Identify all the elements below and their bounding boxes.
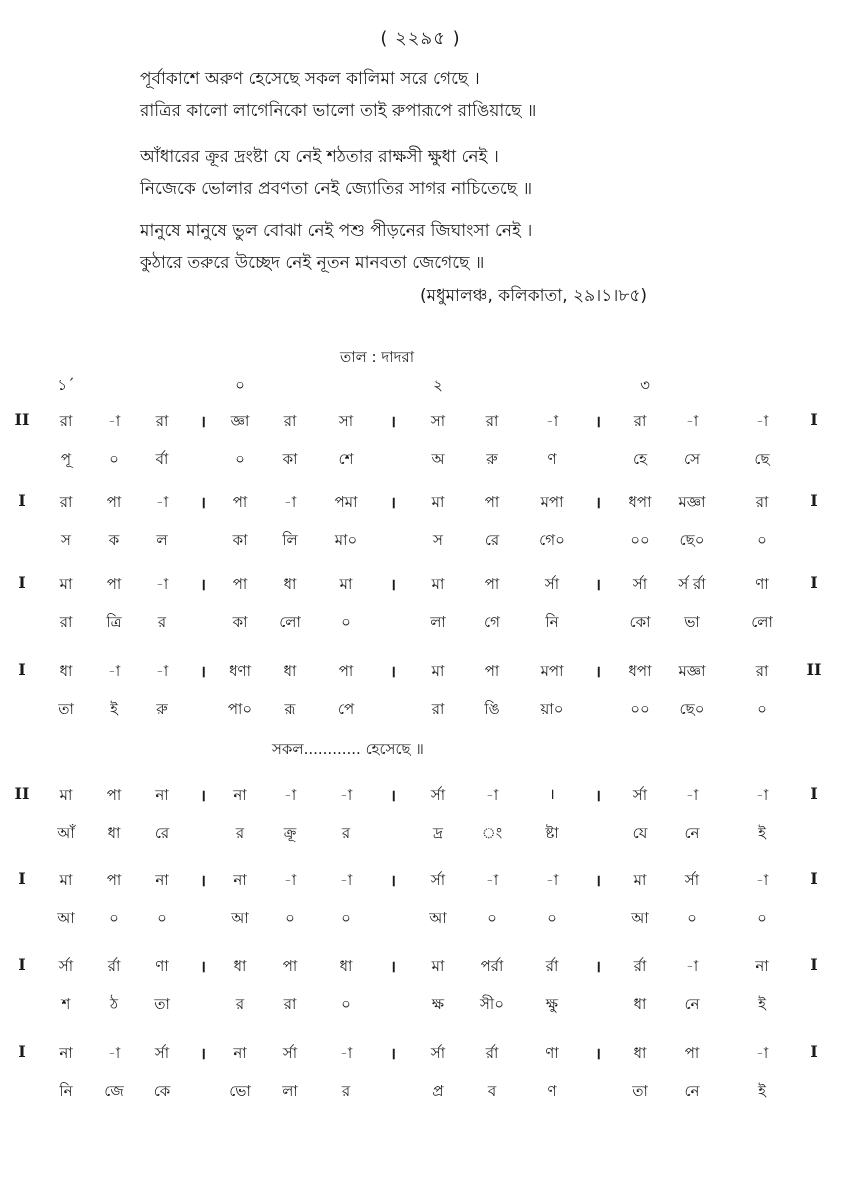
swara-note: ণা bbox=[755, 575, 769, 593]
beat-divider: । bbox=[594, 493, 602, 512]
beat-divider: । bbox=[199, 412, 207, 431]
lyric-syllable: আ bbox=[57, 909, 75, 927]
swara-note: -া bbox=[755, 786, 769, 804]
swara-note: র্সা bbox=[544, 575, 560, 593]
swara-note: সা bbox=[338, 412, 354, 430]
lyric-syllable: ভা bbox=[684, 613, 700, 631]
swara-note: মপা bbox=[540, 662, 564, 680]
lyric-syllable: ং bbox=[481, 824, 503, 842]
lyric-syllable: ঙি bbox=[484, 700, 500, 718]
lyric-line: মানুষে মানুষে ভুল বোঝা নেই পশু পীড়নের জিঘাংসা নেই । bbox=[140, 221, 533, 241]
swara-note: ধপা bbox=[628, 493, 652, 511]
swara-note: ণা bbox=[155, 957, 169, 975]
lyric-line: কুঠারে তরুরে উচ্ছেদ নেই নূতন মানবতা জেগেছে ॥ bbox=[140, 253, 485, 273]
taal-label: তাল : দাদরা bbox=[340, 348, 415, 366]
swara-note: রা bbox=[485, 412, 499, 430]
lyric-syllable: ০০ bbox=[630, 700, 650, 718]
beat-divider: । bbox=[199, 575, 207, 594]
swara-note: রা bbox=[755, 662, 769, 680]
lyric-syllable: ০ bbox=[687, 909, 697, 927]
lyric-syllable: কা bbox=[232, 531, 248, 549]
lyric-syllable: নি bbox=[545, 613, 559, 631]
lyric-syllable: ০ bbox=[757, 909, 767, 927]
lyric-syllable: নি bbox=[59, 1082, 73, 1100]
lyric-syllable: লা bbox=[430, 613, 446, 631]
swara-note: না bbox=[233, 871, 247, 889]
lyric-syllable: আ bbox=[631, 909, 649, 927]
swara-note: -া bbox=[155, 662, 169, 680]
lyric-syllable: ০ bbox=[341, 995, 351, 1013]
swara-note: -া bbox=[339, 871, 353, 889]
lyric-syllable: ই bbox=[758, 824, 766, 842]
notation-lyric-row bbox=[0, 993, 841, 1019]
swara-note: -া bbox=[155, 493, 169, 511]
swara-note: -া bbox=[339, 786, 353, 804]
lyric-syllable: নে bbox=[684, 1082, 700, 1100]
notation-note-row bbox=[0, 955, 841, 981]
lyric-syllable: র bbox=[235, 824, 245, 842]
page-number: ( ২২৯৫ ) bbox=[380, 28, 461, 49]
source-citation: (মধুমালঞ্চ, কলিকাতা, ২৯।১।৮৫) bbox=[420, 286, 648, 306]
swara-note: -া bbox=[283, 871, 297, 889]
barline-right: I bbox=[810, 410, 818, 429]
beat-divider: । bbox=[389, 662, 397, 681]
lyric-syllable: ০ bbox=[547, 909, 557, 927]
beat-divider: । bbox=[199, 1044, 207, 1063]
swara-note: র্রা bbox=[545, 957, 559, 975]
lyric-syllable: লি bbox=[282, 531, 298, 549]
lyric-syllable: ০ bbox=[341, 909, 351, 927]
swara-note: -া bbox=[485, 786, 499, 804]
beat-marker: ১´ bbox=[57, 376, 75, 394]
swara-note: রা bbox=[633, 412, 647, 430]
swara-note: ধা bbox=[59, 662, 73, 680]
barline-left: I bbox=[18, 491, 26, 510]
lyric-syllable: তা bbox=[58, 700, 74, 718]
swara-note: -া bbox=[107, 1044, 121, 1062]
beat-marker: ০ bbox=[235, 376, 245, 394]
swara-note: রা bbox=[755, 493, 769, 511]
lyric-syllable: ক্ষ bbox=[431, 995, 445, 1013]
swara-note: জ্ঞা bbox=[230, 412, 250, 430]
lyric-syllable: নে bbox=[684, 995, 700, 1013]
swara-note: -া bbox=[339, 1044, 353, 1062]
barline-left: II bbox=[14, 410, 30, 429]
swara-note: রা bbox=[59, 412, 73, 430]
lyric-syllable: ০ bbox=[157, 909, 167, 927]
lyric-syllable: দ্র bbox=[433, 824, 443, 842]
swara-note: রা bbox=[155, 412, 169, 430]
lyric-syllable: রা bbox=[59, 613, 73, 631]
lyric-syllable: কে bbox=[153, 1082, 171, 1100]
lyric-syllable: ই bbox=[110, 700, 118, 718]
barline-left: I bbox=[18, 1042, 26, 1061]
swara-note: র্সা bbox=[632, 786, 648, 804]
lyric-syllable: মা০ bbox=[334, 531, 358, 549]
lyric-syllable: শে bbox=[338, 450, 354, 468]
refrain-note: সকল............ হেসেছে ॥ bbox=[272, 740, 424, 758]
barline-right: I bbox=[810, 955, 818, 974]
swara-note: -া bbox=[755, 1044, 769, 1062]
swara-note: পা bbox=[106, 786, 122, 804]
swara-note: পা bbox=[232, 493, 248, 511]
swara-note: ধা bbox=[283, 575, 297, 593]
notation-note-row bbox=[0, 869, 841, 895]
swara-note: ধপা bbox=[628, 662, 652, 680]
lyric-syllable: আঁ bbox=[57, 824, 75, 842]
swara-note: মজ্ঞা bbox=[678, 662, 706, 680]
swara-note: পা bbox=[338, 662, 354, 680]
beat-marker: ৩ bbox=[640, 376, 650, 394]
swara-note: মা bbox=[431, 662, 445, 680]
barline-left: I bbox=[18, 573, 26, 592]
swara-note: র্সা bbox=[430, 786, 446, 804]
lyric-syllable: ই bbox=[758, 995, 766, 1013]
notation-lyric-row bbox=[0, 529, 841, 555]
lyric-syllable: র bbox=[341, 1082, 351, 1100]
lyric-syllable: ০ bbox=[341, 613, 351, 631]
barline-right: II bbox=[806, 660, 822, 679]
notation-note-row bbox=[0, 660, 841, 686]
swara-note: -া bbox=[685, 786, 699, 804]
lyric-syllable: প্র bbox=[432, 1082, 444, 1100]
swara-note: -া bbox=[755, 412, 769, 430]
swara-note: পা bbox=[484, 575, 500, 593]
lyric-syllable: তা bbox=[154, 995, 170, 1013]
beat-divider: । bbox=[594, 412, 602, 431]
swara-note: -া bbox=[485, 871, 499, 889]
lyric-syllable: ০ bbox=[757, 700, 767, 718]
swara-note: র্সা bbox=[632, 575, 648, 593]
beat-marker: ২ bbox=[433, 376, 443, 394]
beat-divider: । bbox=[594, 662, 602, 681]
swara-note: পর্রা bbox=[480, 957, 504, 975]
swara-note: পা bbox=[106, 575, 122, 593]
barline-left: I bbox=[18, 955, 26, 974]
lyric-syllable: রে bbox=[484, 531, 500, 549]
lyric-syllable: শ bbox=[61, 995, 71, 1013]
beat-divider: । bbox=[389, 575, 397, 594]
swara-note: রা bbox=[283, 412, 297, 430]
lyric-syllable: সে bbox=[684, 450, 700, 468]
swara-note: মা bbox=[59, 575, 73, 593]
swara-note: র্সা bbox=[154, 1044, 170, 1062]
beat-divider: । bbox=[389, 493, 397, 512]
lyric-syllable: র bbox=[157, 613, 167, 631]
swara-note: -া bbox=[283, 493, 297, 511]
lyric-syllable: পে bbox=[337, 700, 355, 718]
lyric-syllable: ০ bbox=[235, 450, 245, 468]
swara-note: র্সা bbox=[430, 1044, 446, 1062]
swara-note: র্সা bbox=[684, 871, 700, 889]
swara-note: ণা bbox=[545, 1044, 559, 1062]
swara-note: র্রা bbox=[633, 957, 647, 975]
lyric-syllable: ত্রি bbox=[106, 613, 122, 631]
lyric-syllable: স bbox=[433, 531, 443, 549]
swara-note: র্সা bbox=[430, 871, 446, 889]
beat-divider: । bbox=[199, 957, 207, 976]
beat-divider: । bbox=[199, 871, 207, 890]
notation-note-row bbox=[0, 573, 841, 599]
swara-note: ধা bbox=[339, 957, 353, 975]
beat-divider: । bbox=[389, 871, 397, 890]
swara-note: র্সা bbox=[282, 1044, 298, 1062]
lyric-syllable: রু bbox=[486, 450, 498, 468]
lyric-syllable: ছে bbox=[754, 450, 770, 468]
lyric-syllable: অ bbox=[431, 450, 445, 468]
swara-note: মা bbox=[431, 575, 445, 593]
swara-note: না bbox=[233, 786, 247, 804]
swara-note: -া bbox=[283, 786, 297, 804]
lyric-syllable: য়া০ bbox=[540, 700, 564, 718]
lyric-syllable: ০ bbox=[285, 909, 295, 927]
lyric-syllable: র্বা bbox=[155, 450, 169, 468]
notation-lyric-row bbox=[0, 611, 841, 637]
beat-divider: । bbox=[199, 662, 207, 681]
lyric-syllable: ই bbox=[758, 1082, 766, 1100]
beat-divider: । bbox=[594, 957, 602, 976]
notation-lyric-row bbox=[0, 1080, 841, 1106]
lyric-syllable: কা bbox=[282, 450, 298, 468]
lyric-syllable: রা bbox=[283, 995, 297, 1013]
lyric-syllable: গে০ bbox=[539, 531, 565, 549]
swara-note: ধা bbox=[233, 957, 247, 975]
swara-note: না bbox=[233, 1044, 247, 1062]
beat-divider: । bbox=[389, 1044, 397, 1063]
swara-note: মা bbox=[431, 957, 445, 975]
lyric-syllable: আ bbox=[429, 909, 447, 927]
lyric-line: পূর্বাকাশে অরুণ হেসেছে সকল কালিমা সরে গেছে । bbox=[140, 69, 480, 89]
beat-divider: । bbox=[594, 1044, 602, 1063]
notation-note-row bbox=[0, 491, 841, 517]
lyric-syllable: ০ bbox=[109, 450, 119, 468]
swara-note: পা bbox=[106, 871, 122, 889]
swara-note: পা bbox=[484, 493, 500, 511]
lyric-syllable: ছে০ bbox=[679, 700, 705, 718]
notation-lyric-row bbox=[0, 822, 841, 848]
lyric-syllable: ক্ষু bbox=[545, 995, 559, 1013]
swara-note: না bbox=[755, 957, 769, 975]
lyric-line: আঁধারের ক্রূর দ্রংষ্টা যে নেই শঠতার রাক্ষসী ক্ষুধা নেই । bbox=[140, 147, 499, 167]
swara-note: মা bbox=[633, 871, 647, 889]
swara-note: না bbox=[59, 1044, 73, 1062]
lyric-syllable: ল bbox=[156, 531, 168, 549]
barline-left: I bbox=[18, 869, 26, 888]
lyric-syllable: ধা bbox=[107, 824, 121, 842]
swara-note: মা bbox=[339, 575, 353, 593]
swara-note: -া bbox=[107, 662, 121, 680]
notation-note-row bbox=[0, 784, 841, 810]
lyric-line: রাত্রির কালো লাগেনিকো ভালো তাই রুপারূপে রাঙিয়াছে ॥ bbox=[140, 101, 537, 121]
lyric-syllable: ০ bbox=[487, 909, 497, 927]
swara-note: পা bbox=[484, 662, 500, 680]
swara-note: ধা bbox=[283, 662, 297, 680]
lyric-syllable: স bbox=[61, 531, 71, 549]
swara-note: না bbox=[155, 786, 169, 804]
lyric-syllable: তা bbox=[632, 1082, 648, 1100]
barline-left: II bbox=[14, 784, 30, 803]
lyric-syllable: র bbox=[235, 995, 245, 1013]
lyric-syllable: ভো bbox=[229, 1082, 251, 1100]
swara-note: । bbox=[549, 785, 555, 803]
beat-divider: । bbox=[389, 957, 397, 976]
lyric-syllable: লো bbox=[279, 613, 301, 631]
swara-note: -া bbox=[685, 957, 699, 975]
lyric-syllable: হে bbox=[633, 450, 647, 468]
swara-note: মা bbox=[431, 493, 445, 511]
lyric-syllable: সী০ bbox=[480, 995, 504, 1013]
lyric-syllable: র bbox=[341, 824, 351, 842]
barline-left: I bbox=[18, 660, 26, 679]
lyric-syllable: ঠ bbox=[109, 995, 119, 1013]
swara-note: মা bbox=[59, 786, 73, 804]
lyric-syllable: লো bbox=[751, 613, 773, 631]
swara-note: পা bbox=[232, 575, 248, 593]
beat-divider: । bbox=[389, 412, 397, 431]
lyric-syllable: কা bbox=[232, 613, 248, 631]
notation-lyric-row bbox=[0, 448, 841, 474]
swara-note: -া bbox=[755, 871, 769, 889]
swara-note: পমা bbox=[334, 493, 358, 511]
lyric-syllable: নে bbox=[684, 824, 700, 842]
lyric-syllable: ণ bbox=[547, 450, 557, 468]
swara-note: র্রা bbox=[485, 1044, 499, 1062]
swara-note: পা bbox=[106, 493, 122, 511]
swara-note: মা bbox=[59, 871, 73, 889]
swara-note: মজ্ঞা bbox=[678, 493, 706, 511]
swara-note: রা bbox=[59, 493, 73, 511]
lyric-syllable: গে bbox=[484, 613, 500, 631]
lyric-syllable: ধা bbox=[633, 995, 647, 1013]
lyric-syllable: রা bbox=[431, 700, 445, 718]
lyric-syllable: ষ্টা bbox=[545, 824, 559, 842]
swara-note: -া bbox=[545, 871, 559, 889]
barline-right: I bbox=[810, 573, 818, 592]
swara-note: না bbox=[155, 871, 169, 889]
lyric-syllable: ০ bbox=[757, 531, 767, 549]
beat-divider: । bbox=[389, 786, 397, 805]
barline-right: I bbox=[810, 1042, 818, 1061]
lyric-syllable: পূ bbox=[60, 450, 72, 468]
swara-note: ধা bbox=[633, 1044, 647, 1062]
swara-note: -া bbox=[545, 412, 559, 430]
beat-divider: । bbox=[199, 786, 207, 805]
lyric-syllable: রে bbox=[154, 824, 170, 842]
swara-note: -া bbox=[685, 412, 699, 430]
lyric-syllable: ০ bbox=[109, 909, 119, 927]
swara-note: ধণা bbox=[229, 662, 251, 680]
lyric-syllable: লা bbox=[282, 1082, 298, 1100]
notation-note-row bbox=[0, 1042, 841, 1068]
lyric-syllable: পা০ bbox=[227, 700, 253, 718]
lyric-syllable: কো bbox=[629, 613, 651, 631]
swara-note: -া bbox=[155, 575, 169, 593]
beat-divider: । bbox=[594, 871, 602, 890]
swara-note: পা bbox=[282, 957, 298, 975]
barline-right: I bbox=[810, 491, 818, 510]
lyric-syllable: ক্রূ bbox=[283, 824, 297, 842]
lyric-line: নিজেকে ভোলার প্রবণতা নেই জ্যোতির সাগর নাচিতেছে ॥ bbox=[140, 179, 533, 199]
lyric-syllable: রু bbox=[156, 700, 168, 718]
beat-divider: । bbox=[594, 786, 602, 805]
swara-note: সা bbox=[430, 412, 446, 430]
lyric-syllable: ০০ bbox=[630, 531, 650, 549]
swara-note: মপা bbox=[540, 493, 564, 511]
lyric-syllable: ছে০ bbox=[679, 531, 705, 549]
swara-note: র্সা bbox=[58, 957, 74, 975]
swara-note: র্রা bbox=[107, 957, 121, 975]
notation-lyric-row bbox=[0, 698, 841, 724]
barline-right: I bbox=[810, 784, 818, 803]
notation-lyric-row bbox=[0, 907, 841, 933]
lyric-syllable: ণ bbox=[547, 1082, 557, 1100]
lyric-syllable: রূ bbox=[284, 700, 296, 718]
beat-divider: । bbox=[199, 493, 207, 512]
swara-note: পা bbox=[684, 1044, 700, 1062]
lyric-syllable: আ bbox=[231, 909, 249, 927]
barline-right: I bbox=[810, 869, 818, 888]
lyric-syllable: জে bbox=[104, 1082, 124, 1100]
lyric-syllable: যে bbox=[632, 824, 648, 842]
swara-note: র্স র্রা bbox=[678, 575, 706, 593]
lyric-syllable: ক bbox=[108, 531, 120, 549]
beat-divider: । bbox=[594, 575, 602, 594]
lyric-syllable: ব bbox=[487, 1082, 497, 1100]
beat-markers bbox=[0, 374, 841, 398]
notation-note-row bbox=[0, 410, 841, 436]
swara-note: -া bbox=[107, 412, 121, 430]
